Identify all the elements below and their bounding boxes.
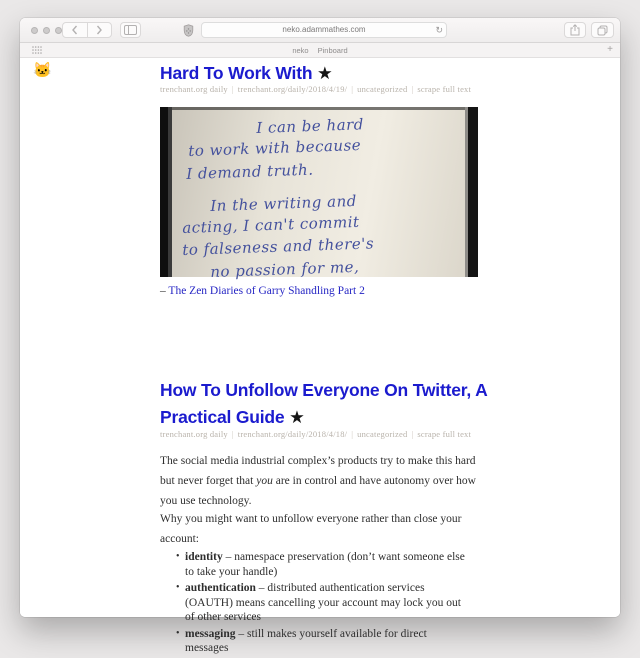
meta-scrape-link[interactable]: scrape full text <box>417 84 472 94</box>
handwriting-line: to falseness and there's <box>182 234 375 259</box>
meta-separator: | <box>351 84 354 94</box>
caption-link[interactable]: The Zen Diaries of Garry Shandling Part 2 <box>168 285 365 297</box>
bullet-icon: • <box>176 551 180 562</box>
bullet-icon: • <box>176 582 180 593</box>
favorites-bar <box>20 43 620 58</box>
paragraph-text: are in control and have autonomy over how you use technology. <box>160 475 476 507</box>
share-button[interactable] <box>564 22 586 38</box>
list-item <box>176 627 472 656</box>
post-title-unfollow-everyone <box>160 377 490 431</box>
paragraph-emphasis: you <box>256 475 273 487</box>
chevron-left-icon <box>71 25 79 35</box>
meta-scrape-link[interactable]: scrape full text <box>417 429 472 439</box>
post-title-link[interactable]: Hard To Work With <box>160 63 313 83</box>
meta-separator: | <box>411 84 414 94</box>
list-text: – namespace preservation (don’t want someone else to take your handle) <box>185 551 465 578</box>
handwriting-line: In the writing and <box>210 191 358 215</box>
new-tab-icon[interactable]: + <box>607 44 613 55</box>
photo-top-edge <box>160 107 478 110</box>
chevron-right-icon <box>95 25 103 35</box>
list-item <box>176 581 472 625</box>
handwriting-line: acting, I can't commit <box>182 212 360 237</box>
body-paragraph: Why you might want to unfollow everyone rather than close your account: <box>160 513 462 545</box>
post-meta <box>160 84 490 94</box>
body-paragraph <box>160 451 478 511</box>
meta-source-link[interactable]: trenchant.org daily <box>160 429 228 439</box>
sidebar-toggle-button[interactable] <box>120 22 141 38</box>
page-content <box>20 58 620 654</box>
meta-category-link[interactable]: uncategorized <box>357 429 408 439</box>
handwritten-note-image <box>160 107 478 281</box>
tabs-icon <box>597 25 608 36</box>
image-caption <box>160 285 365 297</box>
list-text: – distributed authentication services (OAUTH) means cancelling your account may lock you out of other services <box>185 582 461 623</box>
list-term: messaging <box>185 627 236 640</box>
sidebar-icon <box>124 25 137 35</box>
tab-overview-button[interactable] <box>591 22 614 38</box>
url-text: neko.adammathes.com <box>282 25 366 34</box>
handwriting-line: I can be hard <box>256 115 365 137</box>
safari-window <box>20 18 620 654</box>
photo-right-edge <box>465 107 478 277</box>
meta-separator: | <box>411 429 414 439</box>
meta-category-link[interactable]: uncategorized <box>357 84 408 94</box>
traffic-lights <box>31 27 62 34</box>
reload-icon[interactable]: ↻ <box>435 25 443 35</box>
bullet-icon: • <box>176 627 180 639</box>
meta-separator: | <box>231 429 234 439</box>
meta-permalink[interactable]: trenchant.org/daily/2018/4/18/ <box>237 429 348 439</box>
content-blocker-button[interactable] <box>177 22 199 38</box>
meta-separator: | <box>231 84 234 94</box>
list-term: identity <box>185 551 223 563</box>
forward-button[interactable] <box>88 23 112 37</box>
star-icon: ★ <box>289 407 305 427</box>
paragraph-text: The social media industrial complex’s products try to make this hard but never forget that <box>160 455 476 487</box>
address-bar[interactable] <box>201 22 447 38</box>
meta-source-link[interactable]: trenchant.org daily <box>160 84 228 94</box>
bookmark-neko[interactable]: neko <box>292 45 309 55</box>
nav-button-group <box>62 22 112 38</box>
handwriting-line: no passion for me, <box>210 257 360 281</box>
meta-separator: | <box>351 429 354 439</box>
bookmark-pinboard[interactable]: Pinboard <box>317 45 348 55</box>
browser-toolbar <box>20 18 620 43</box>
shield-icon <box>183 24 194 37</box>
post-meta <box>160 429 490 439</box>
reasons-list <box>160 550 472 658</box>
favorites-items <box>20 43 620 57</box>
back-button[interactable] <box>63 23 88 37</box>
list-term: authentication <box>185 582 256 594</box>
post-title-hard-to-work-with <box>160 60 490 87</box>
handwriting-line: to work with because <box>188 135 362 160</box>
star-icon: ★ <box>317 63 333 83</box>
meta-permalink[interactable]: trenchant.org/daily/2018/4/19/ <box>237 84 348 94</box>
cat-emoji-icon: 🐱 <box>33 62 52 79</box>
handwriting-line: I demand truth. <box>186 160 314 183</box>
zoom-button[interactable] <box>55 27 62 34</box>
minimize-button[interactable] <box>43 27 50 34</box>
share-icon <box>570 24 580 36</box>
list-text: – still makes yourself available for direct messages <box>185 627 427 654</box>
list-item <box>176 550 472 579</box>
close-button[interactable] <box>31 27 38 34</box>
caption-dash: – <box>160 285 166 297</box>
photo-left-edge <box>160 107 172 277</box>
post-title-link[interactable]: How To Unfollow Everyone On Twitter, A Practical Guide <box>160 380 487 427</box>
